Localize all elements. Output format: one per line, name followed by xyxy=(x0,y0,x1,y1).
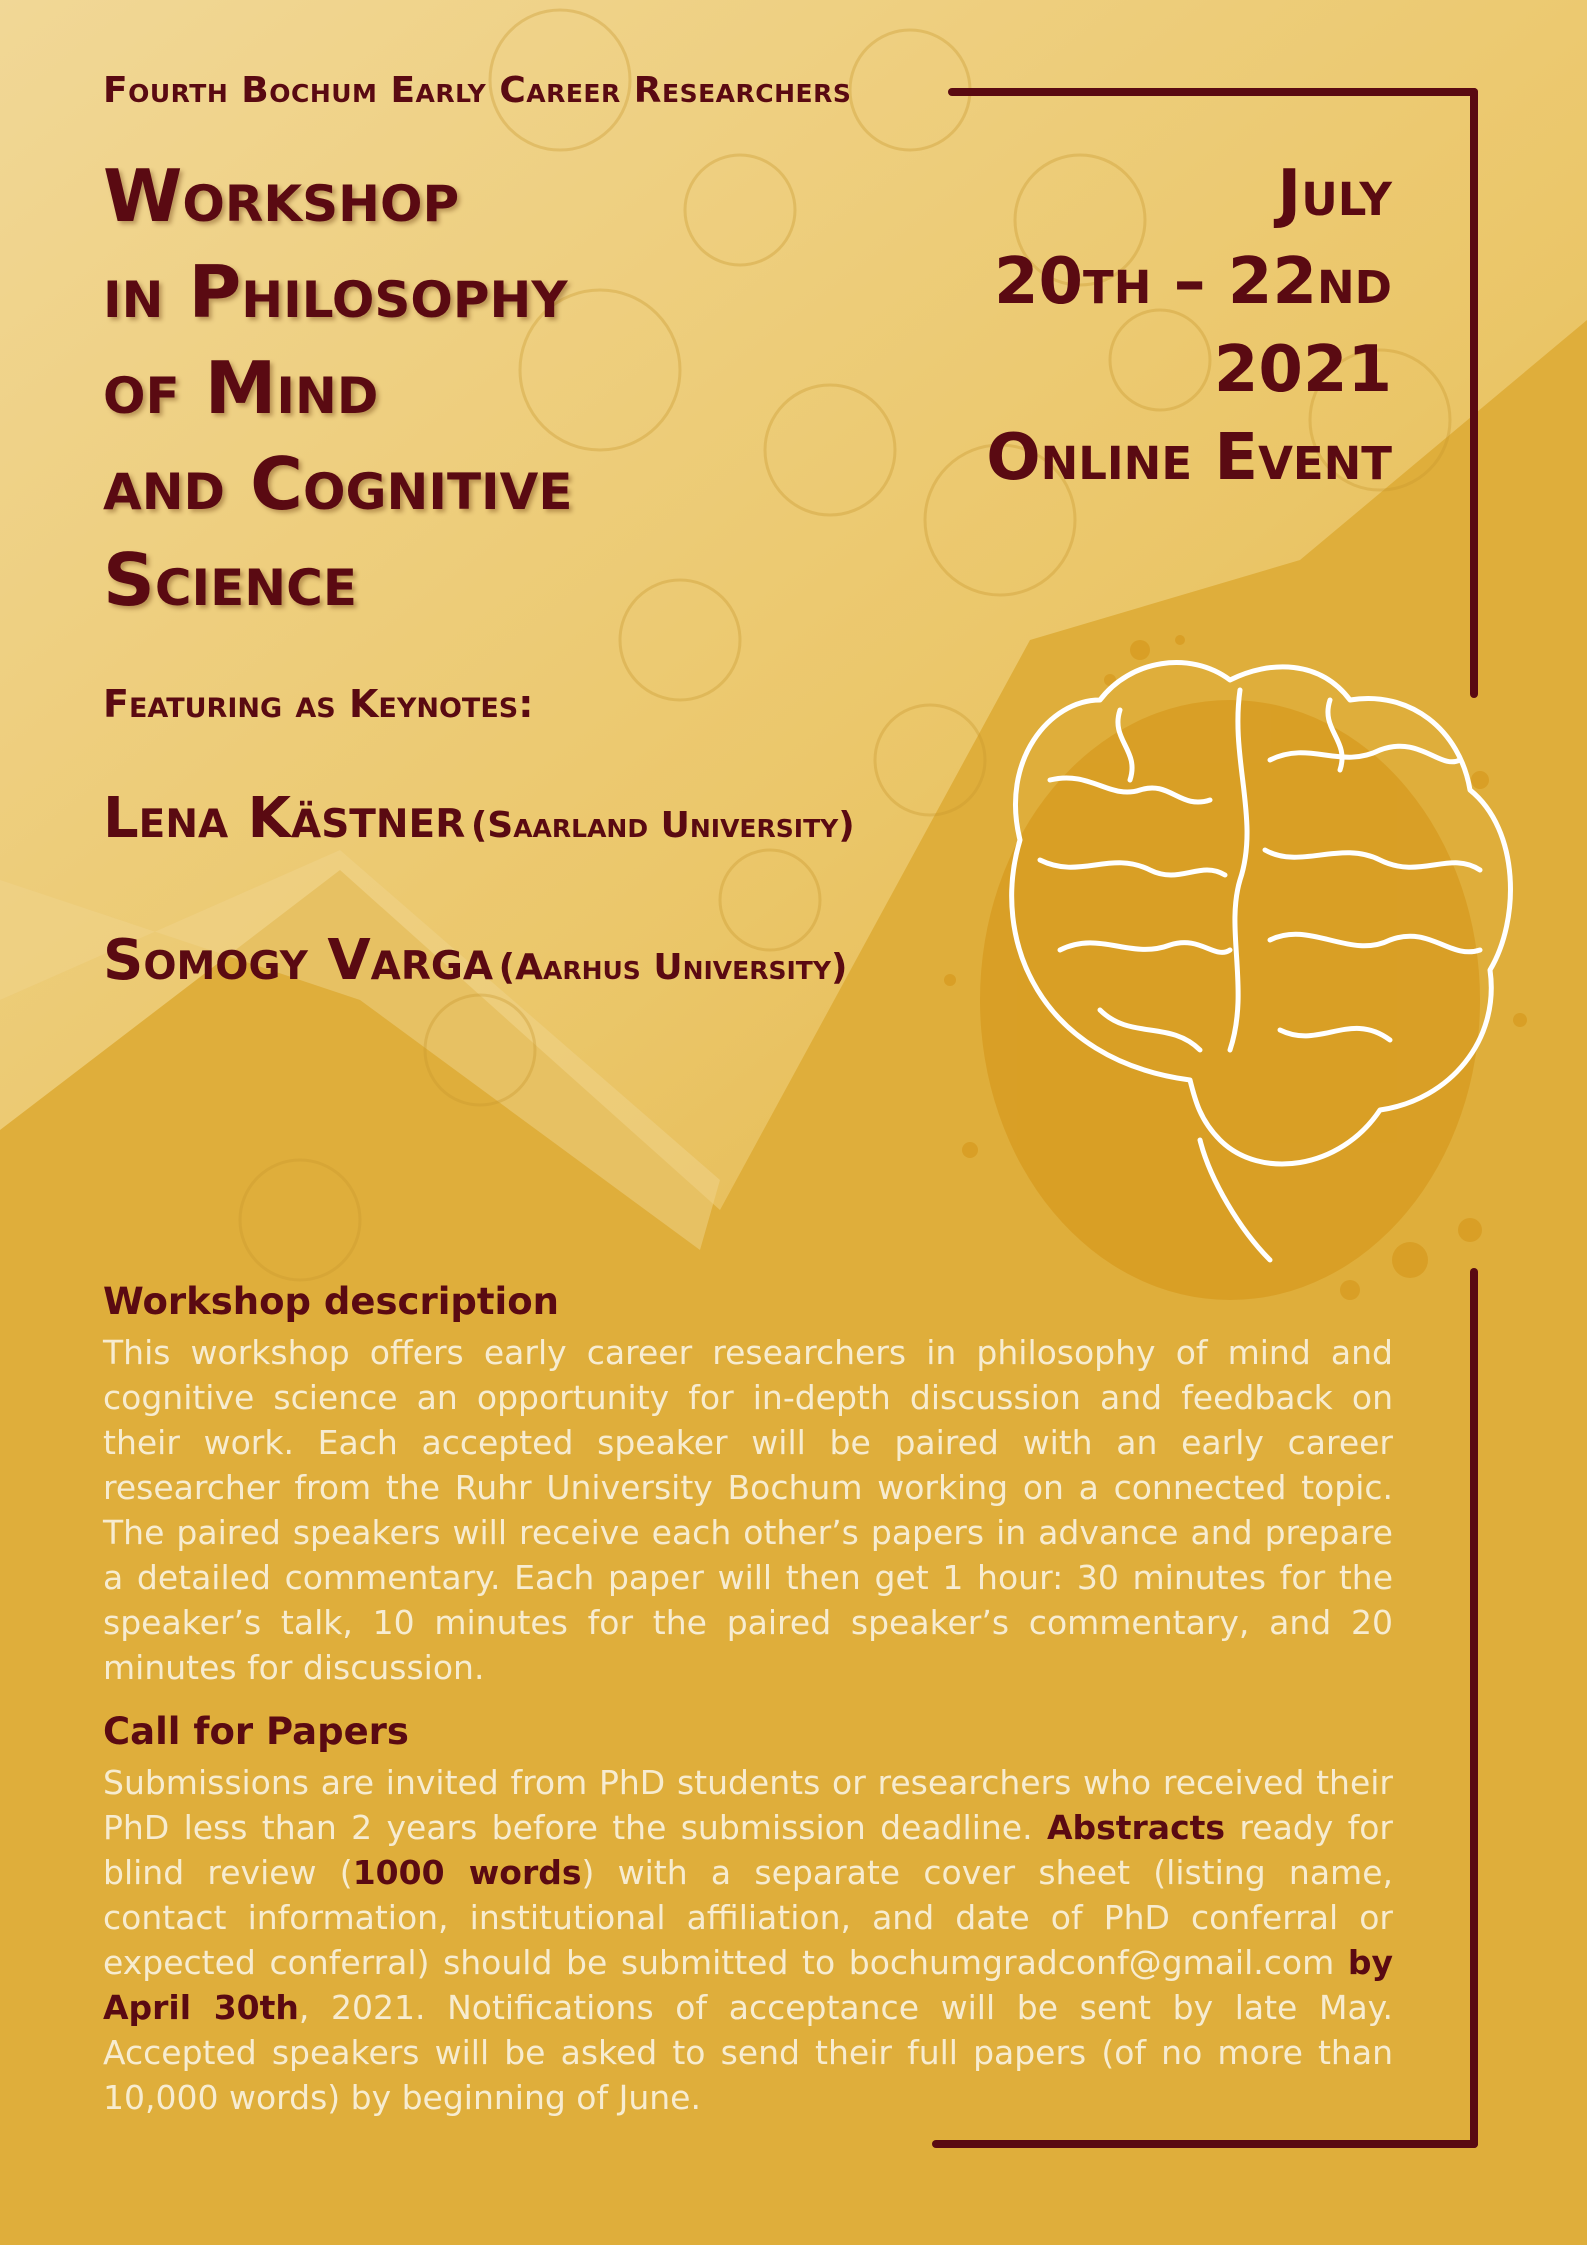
description-text: This workshop offers early career researchers in philosophy of mind and cognitive science an opportunity for in-depth discussion and feedback on their work. Each accepted speaker will be paired with an early career researcher from the Ruhr University Bochum working on a connected topic. The paired speakers will receive each other’s papers in advance and prepare a detailed commentary. Each paper will then get 1 hour: 30 minutes for the speaker’s talk, 10 minutes for the paired speaker’s commentary, and 20 minutes for discussion. xyxy=(103,1333,1393,1687)
cfp-heading: Call for Papers xyxy=(103,1710,409,1753)
cfp-highlight-abstracts: Abstracts xyxy=(1046,1808,1226,1847)
title-line: and Cognitive xyxy=(103,442,573,526)
event-date-range: 20th – 22nd xyxy=(993,245,1392,319)
frame-right-upper-line xyxy=(1470,88,1478,698)
keynote-affiliation: (Saarland University) xyxy=(470,805,855,846)
event-year: 2021 xyxy=(1213,333,1392,407)
event-month: July xyxy=(1277,157,1392,231)
title-line: Science xyxy=(103,538,358,622)
cfp-text-part: ready for blind review ( xyxy=(103,1808,1393,1892)
title-line: Workshop xyxy=(103,154,460,238)
cfp-highlight-deadline: by April 30th xyxy=(103,1943,1393,2027)
cfp-text-part: Submissions are invited from PhD students or researchers who received their PhD less than 2 years before the submission deadline. xyxy=(103,1763,1393,1847)
event-series: Fourth Bochum Early Career Researchers xyxy=(103,70,852,111)
event-format: Online Event xyxy=(986,421,1392,495)
keynote-name: Lena Kästner xyxy=(103,786,466,851)
keynote-name: Somogy Varga xyxy=(103,928,494,993)
workshop-title xyxy=(103,148,743,628)
keynote-speaker xyxy=(103,786,855,851)
cfp-text-part: , 2021. Notifications of acceptance will be sent by late May. Accepted speakers will be asked to send their full papers (of no more than 10,000 words) by beginning of June. xyxy=(103,1988,1393,2117)
cfp-text xyxy=(103,1760,1393,2120)
title-line: of Mind xyxy=(103,346,379,430)
keynote-affiliation: (Aarhus University) xyxy=(498,947,848,988)
title-line: in Philosophy xyxy=(103,250,568,334)
cfp-text-part: ) with a separate cover sheet (listing name, contact information, institutional affiliation, and date of PhD conferral or expected conferral) should be submitted to bochumgradconf@gmail.com xyxy=(103,1853,1393,1982)
frame-right-lower-line xyxy=(1470,1268,1478,2148)
cfp-highlight-word-limit: 1000 words xyxy=(352,1853,582,1892)
frame-top-line xyxy=(948,88,1478,96)
frame-bottom-line xyxy=(932,2140,1478,2148)
event-dates xyxy=(986,150,1392,502)
keynotes-label: Featuring as Keynotes: xyxy=(103,682,534,726)
keynote-speaker xyxy=(103,928,847,993)
description-heading: Workshop description xyxy=(103,1280,559,1323)
